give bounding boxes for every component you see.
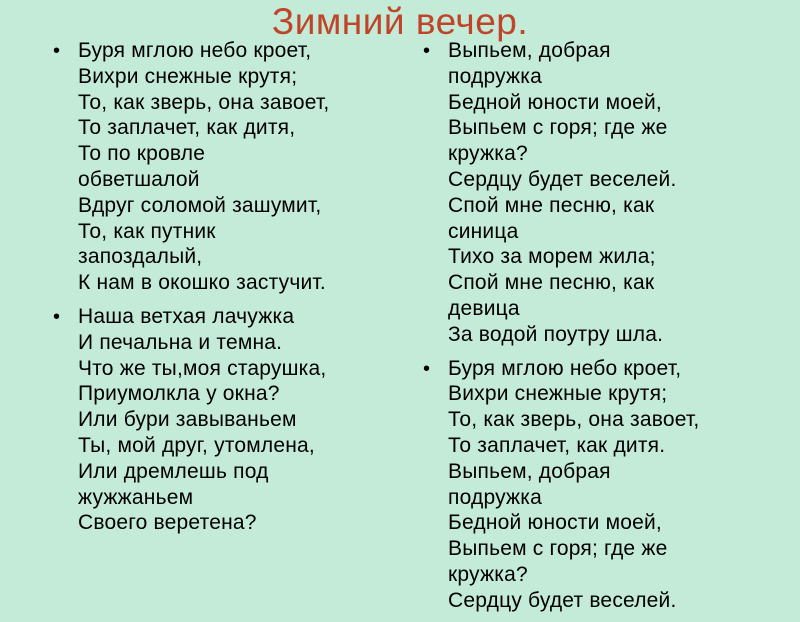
poem-line: Вихри снежные крутя; (78, 64, 298, 88)
poem-line: Выпьем с горя; где же (448, 537, 668, 561)
poem-line: Вихри снежные крутя; (448, 382, 668, 406)
poem-line: Сердцу будет веселей. (448, 167, 677, 191)
poem-line: Выпьем, добрая (448, 39, 611, 62)
poem-line: Что же ты,моя старушка, (78, 356, 327, 380)
bullet-icon: • (53, 305, 61, 328)
poem-line: Выпьем с горя; где же (448, 116, 668, 140)
poem-line: То по кровле (78, 142, 206, 166)
poem-line: синица (448, 219, 519, 243)
stanza (48, 38, 408, 296)
poem-line: Наша ветхая лачужка (78, 304, 295, 328)
poem-line: Спой мне песню, как (448, 271, 655, 295)
poem-line: То заплачет, как дитя. (448, 433, 666, 457)
poem-column-left (48, 38, 408, 544)
poem-line: Выпьем, добрая (448, 459, 611, 483)
poem-column-right (418, 38, 800, 622)
poem-line: Вдруг соломой зашумит, (78, 193, 322, 217)
poem-line: подружка (448, 485, 542, 509)
poem-line: Спой мне песню, как (448, 193, 655, 217)
poem-line: Тихо за морем жила; (448, 245, 656, 269)
poem-line: жужжаньем (78, 485, 194, 509)
page-title: Зимний вечер. (271, 1, 529, 42)
poem-line: Приумолкла у окна? (78, 382, 280, 406)
poem-line: И печальна и темна. (78, 330, 283, 354)
poem-line: Буря мглою небо кроет, (448, 356, 682, 380)
bullet-icon: • (423, 357, 431, 380)
poem-line: То, как зверь, она завоет, (448, 408, 700, 432)
stanza (418, 38, 800, 348)
poem-line: Ты, мой друг, утомлена, (78, 433, 315, 457)
poem-line: обветшалой (78, 167, 200, 191)
poem-line: Бедной юности моей, (448, 511, 662, 535)
poem-line: То, как путник (78, 219, 216, 243)
poem-line: кружка? (448, 562, 528, 586)
poem-line: То заплачет, как дитя, (78, 116, 296, 140)
poem-line: Сердцу будет веселей. (448, 588, 677, 612)
poem-line: Или бури завываньем (78, 408, 297, 432)
stanza (418, 356, 800, 614)
poem-line: запоздалый, (78, 245, 203, 269)
bullet-icon: • (423, 40, 431, 62)
poem-line: Бедной юности моей, (448, 90, 662, 114)
poem-line: За водой поутру шла. (448, 322, 664, 346)
poem-line: К нам в окошко застучит. (78, 271, 326, 295)
poem-line: Своего веретена? (78, 511, 257, 535)
stanza (48, 304, 408, 536)
poem-line: Буря мглою небо кроет, (78, 39, 312, 62)
poem-line: Или дремлешь под (78, 459, 269, 483)
poem-line: девица (448, 296, 520, 320)
poem-line: кружка? (448, 142, 528, 166)
bullet-icon: • (53, 40, 61, 62)
poem-line: То, как зверь, она завоет, (78, 90, 330, 114)
poem-line: подружка (448, 64, 542, 88)
